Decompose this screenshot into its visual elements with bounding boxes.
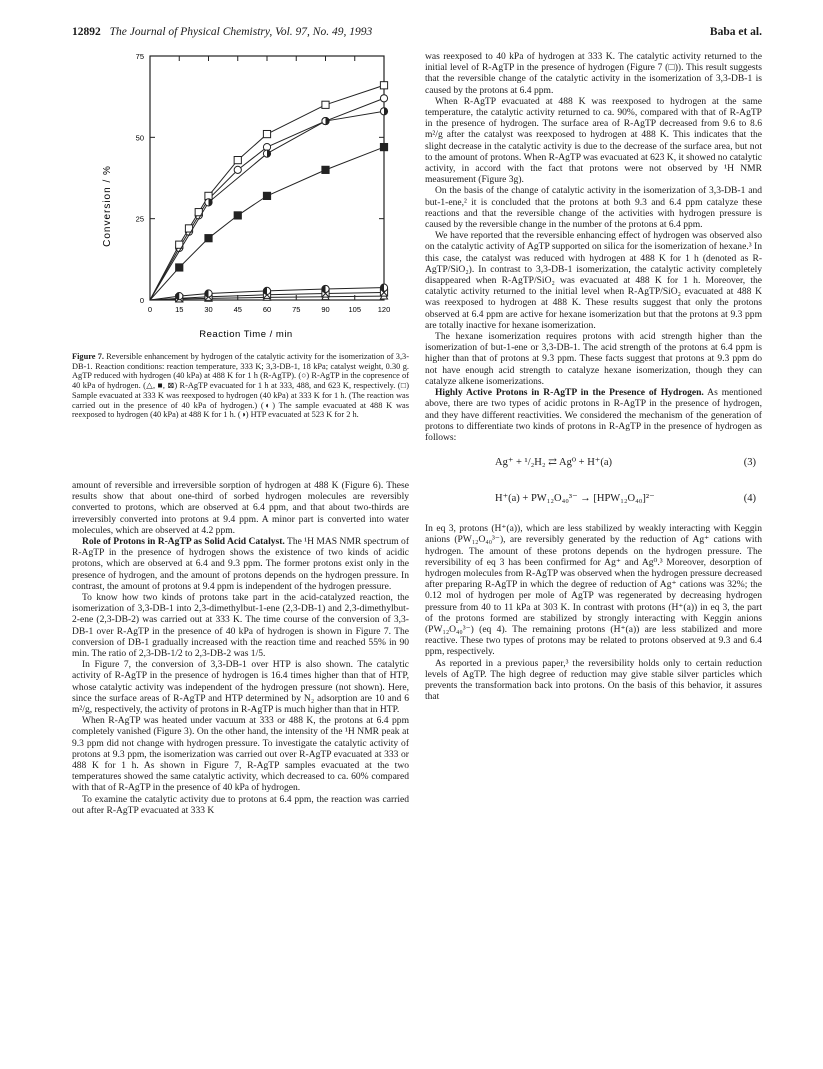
data-point [263,150,270,157]
x-tick-label: 120 [377,305,391,314]
journal-citation: The Journal of Physical Chemistry, Vol. 97, No. 49, 1993 [109,26,373,38]
x-tick-label: 105 [348,305,362,314]
data-point [176,292,183,299]
y-tick-label: 25 [135,214,144,224]
caption-label: Figure 7. [72,352,105,361]
data-point [205,290,212,297]
equation-body: Ag⁺ + ¹/₂H₂ ⇄ Ag⁰ + H⁺(a) [495,457,612,469]
data-series [150,82,388,300]
series-line [150,147,384,300]
y-tick-label: 50 [135,133,144,143]
paragraph: In eq 3, protons (H⁺(a)), which are less stabilized by weakly interacting with Keggin anions (PW₁₂O₄₀³⁻), are reversibly generated by the reduction of Ag⁺ cations with hydrogen. The amount of these protons depends on the hydrogen pressure. The reversibility of eq 3 has been confirmed for Ag⁺ and Ag⁰.³ Moreover, desorption of hydrogen molecules from R-AgTP was observed when the hydrogen pressure decreased after preparing R-AgTP in which the degree of reduction of Ag⁺ cations was 32%; the 0.12 mol of hydrogen per mole of AgTP was regenerated by decreasing hydrogen pressure from 40 to 11 kPa at 303 K. In contrast with protons (H⁺(a)) in eq 3, the part of the protons formed are stabilized by strongly interacting with Keggin anions (PW₁₂O₄₀³⁻) (eq 4). The remaining protons (H⁺(a)) are less stabilized and more reactive. These two types of protons may be related to protons observed at 9.3 and 6.4 ppm, respectively. [425,523,762,658]
x-tick-label: 60 [262,305,272,314]
paragraph [72,536,409,592]
paragraph: was reexposed to 40 kPa of hydrogen at 333 K. The catalytic activity returned to the initial level of R-AgTP in the presence of hydrogen (Figure 7 (□)). This result suggests that the reversible change of the catalytic activity in the isomerization of 3,3-DB-1 is caused by the protons at 6.4 ppm. [425,51,762,96]
paragraph: The hexane isomerization requires protons with acid strength higher than the isomerization of but-1-ene or 3,3-DB-1. The acid strength of the protons at 6.4 ppm is higher than that of protons at 9.3 ppm. These facts suggest that protons at 9.3 ppm do not have enough acid strength to catalyze hexane isomerization, though they can catalyze alkene isomerizations. [425,331,762,387]
equation-body: H⁺(a) + PW₁₂O₄₀³⁻ → [HPW₁₂O₄₀]²⁻ [495,493,655,505]
paragraph-text: The ¹H MAS NMR spectrum of R-AgTP in the presence of hydrogen shows the existence of two kinds of acidic protons, which are observed at 6.4 and 9.3 ppm. The former protons exist only in the presence of hydrogen, and the amount of protons depends on the hydrogen pressure. In contrast, the amount of protons at 9.4 ppm is independent of the hydrogen pressure. [72,536,409,592]
x-tick-label: 30 [204,305,213,314]
x-axis-label: Reaction Time / min [199,329,293,340]
paragraph [425,387,762,443]
right-column [425,51,762,702]
x-tick-label: 45 [233,305,242,314]
data-point [234,212,241,219]
equation-3 [425,451,762,479]
x-tick-label: 15 [175,305,184,314]
data-point [205,199,212,206]
plot-frame [150,56,384,300]
equation-number: (3) [743,457,756,469]
figure-7 [72,48,409,348]
data-point [322,101,329,108]
data-point [234,157,241,164]
x-tick-label: 90 [321,305,330,314]
paragraph: To examine the catalytic activity due to protons at 6.4 ppm, the reaction was carried out after R-AgTP evacuated at 333 K [72,793,409,816]
data-point [380,82,387,89]
paragraph: In Figure 7, the conversion of 3,3-DB-1 over HTP is also shown. The catalytic activity of R-AgTP in the presence of hydrogen is 16.4 times higher than that of HTP, whose catalytic activity was independent of the hydrogen pressure (not shown). Here, since the surface areas of R-AgTP and HTP determined by N₂ adsorption are 10 and 6 m²/g, respectively, the activity of protons in R-AgTP is much higher than that in HTP. [72,659,409,716]
equation-number: (4) [743,493,756,505]
data-point [380,143,387,150]
data-point [380,95,387,102]
running-head-authors: Baba et al. [709,26,762,38]
x-tick-label: 75 [292,305,301,314]
caption-text: Reversible enhancement by hydrogen of the catalytic activity for the isomerization of 3,3-DB-1. Reaction conditions: reaction temperature, 333 K; 3,3-DB-1, 18 kPa; catalyst weight, 0.30 g. AgTP reduced with hydrogen (40 kPa) at 488 K for 1 h (R-AgTP). (○) R-AgTP in the copresence of 40 kPa of hydrogen. (△, ■, ⊠) R-AgTP evacuated for 1 h at 333, 488, and 623 K, respectively. (□) Sample evacuated at 333 K was reexposed to hydrogen (40 kPa) at 333 K for 1 h. (The reaction was carried out in the presence of 40 kPa of hydrogen.) (◐) The sample evacuated at 488 K was reexposed to hydrogen (40 kPa) at 488 K for 1 h. (◑) HTP evacuated at 523 K for 2 h. [72,352,409,420]
data-point [263,192,270,199]
paragraph-text: As mentioned above, there are two types of acidic protons in R-AgTP in the presence of hydrogen, and they have different reactivities. We considered the mechanism of the generation of protons to differentiate two kinds of protons in R-AgTP in the presence of hydrogen as follows: [425,387,762,443]
y-tick-label: 0 [139,296,144,305]
data-point [263,287,270,294]
data-point [322,285,329,292]
paragraph: amount of reversible and irreversible sorption of hydrogen at 488 K (Figure 6). These results show that about one-third of sorbed hydrogen molecules are reversibly converted to protons, which are observed at 6.4 ppm, and that about two-thirds are irreversibly converted into protons at 9.4 ppm. A minor part is converted into water molecules, which are observed at 4.2 ppm. [72,480,409,536]
figure-caption [72,352,409,420]
paragraph: On the basis of the change of catalytic activity in the isomerization of 3,3-DB-1 and but-1-ene,² it is concluded that the protons at both 9.3 and 6.4 ppm catalyze these reactions and that the reversible change of the activities with hydrogen pressure is caused by the reversible change in the number of the protons at 6.4 ppm. [425,185,762,231]
paragraph: To know how two kinds of protons take part in the acid-catalyzed reaction, the isomerization of 3,3-DB-1 into 2,3-dimethylbut-1-ene (2,3-DB-1) and 2,3-dimethylbut-2-ene (2,3-DB-2) was carried out at 333 K. The time course of the conversion of 3,3-DB-1 over R-AgTP in the presence of 40 kPa of hydrogen is shown in Figure 7. The conversion of DB-1 gradually increased with the reaction time and reached 55% in 90 min. The ratio of 2,3-DB-1/2 to 2,3-DB-2 was 1/5. [72,592,409,660]
paragraph: As reported in a previous paper,³ the reversibility holds only to certain reduction levels of AgTP. The high degree of reduction may give stable silver particles which prevents the transformation back into protons. On the basis of this behavior, it assures that [425,657,762,703]
section-heading: Role of Protons in R-AgTP as Solid Acid Catalyst. [82,536,285,548]
page-number: 12892 [72,26,101,38]
left-column [72,480,409,816]
x-tick-label: 0 [147,305,153,314]
data-point [322,117,329,124]
y-tick-label: 75 [135,52,144,61]
data-point [205,235,212,242]
data-point [176,264,183,271]
y-axis-label: Conversion / % [102,165,113,247]
data-point [322,166,329,173]
series-line [150,111,384,300]
data-point [263,130,270,137]
equation-4 [425,487,762,515]
paragraph: We have reported that the reversible enhancing effect of hydrogen was observed also on the catalytic activity of AgTP supported on silica for the isomerization of hexane.³ In this case, the catalyst was reduced with hydrogen at 488 K for 1 h (denoted as R-AgTP/SiO₂). In contrast to 3,3-DB-1 isomerization, the catalytic activity completely disappeared when R-AgTP/SiO₂ was evacuated at 488 K for 1 h. Moreover, the catalytic activity returned to the initial level when R-AgTP/SiO₂ evacuated at 488 K was reexposed to hydrogen at 488 K. These results suggest that only the protons observed at 6.4 ppm are active for hexane isomerization but that the protons at 9.3 ppm are totally inactive for hexane isomerization. [425,230,762,331]
section-heading: Highly Active Protons in R-AgTP in the Presence of Hydrogen. [435,387,704,399]
running-header [72,26,762,42]
data-point [234,166,241,173]
data-point [380,284,387,291]
data-point [380,108,387,115]
paragraph: When R-AgTP was heated under vacuum at 333 or 488 K, the protons at 6.4 ppm completely vanished (Figure 3). On the other hand, the intensity of the ¹H NMR peak at 9.3 ppm did not change with hydrogen pressure. To investigate the catalytic activity of protons at 9.3 ppm, the isomerization was carried out over R-AgTP evacuated at 333 or 488 K for 1 h. As shown in Figure 7, R-AgTP samples evacuated at the two temperatures showed the same catalytic activity, which decreased to ca. 60% compared with that of R-AgTP in the presence of 40 kPa of hydrogen. [72,715,409,794]
paragraph: When R-AgTP evacuated at 488 K was reexposed to hydrogen at the same temperature, the catalytic activity returned to ca. 90%, compared with that of R-AgTP in the presence of hydrogen. The surface area of R-AgTP decreased from 9.6 to 8.6 m²/g after the catalyst was reexposed to hydrogen at 488 K. This indicates that the slight decrease in the catalytic activity is due to the decrease of the surface area, but not to the amount of protons. When R-AgTP was evacuated at 623 K, it showed no catalytic activity, in accord with the fact that protons were not observed by ¹H NMR measurement (Figure 3g). [425,95,762,186]
conversion-chart [72,48,409,348]
data-series [150,143,388,300]
